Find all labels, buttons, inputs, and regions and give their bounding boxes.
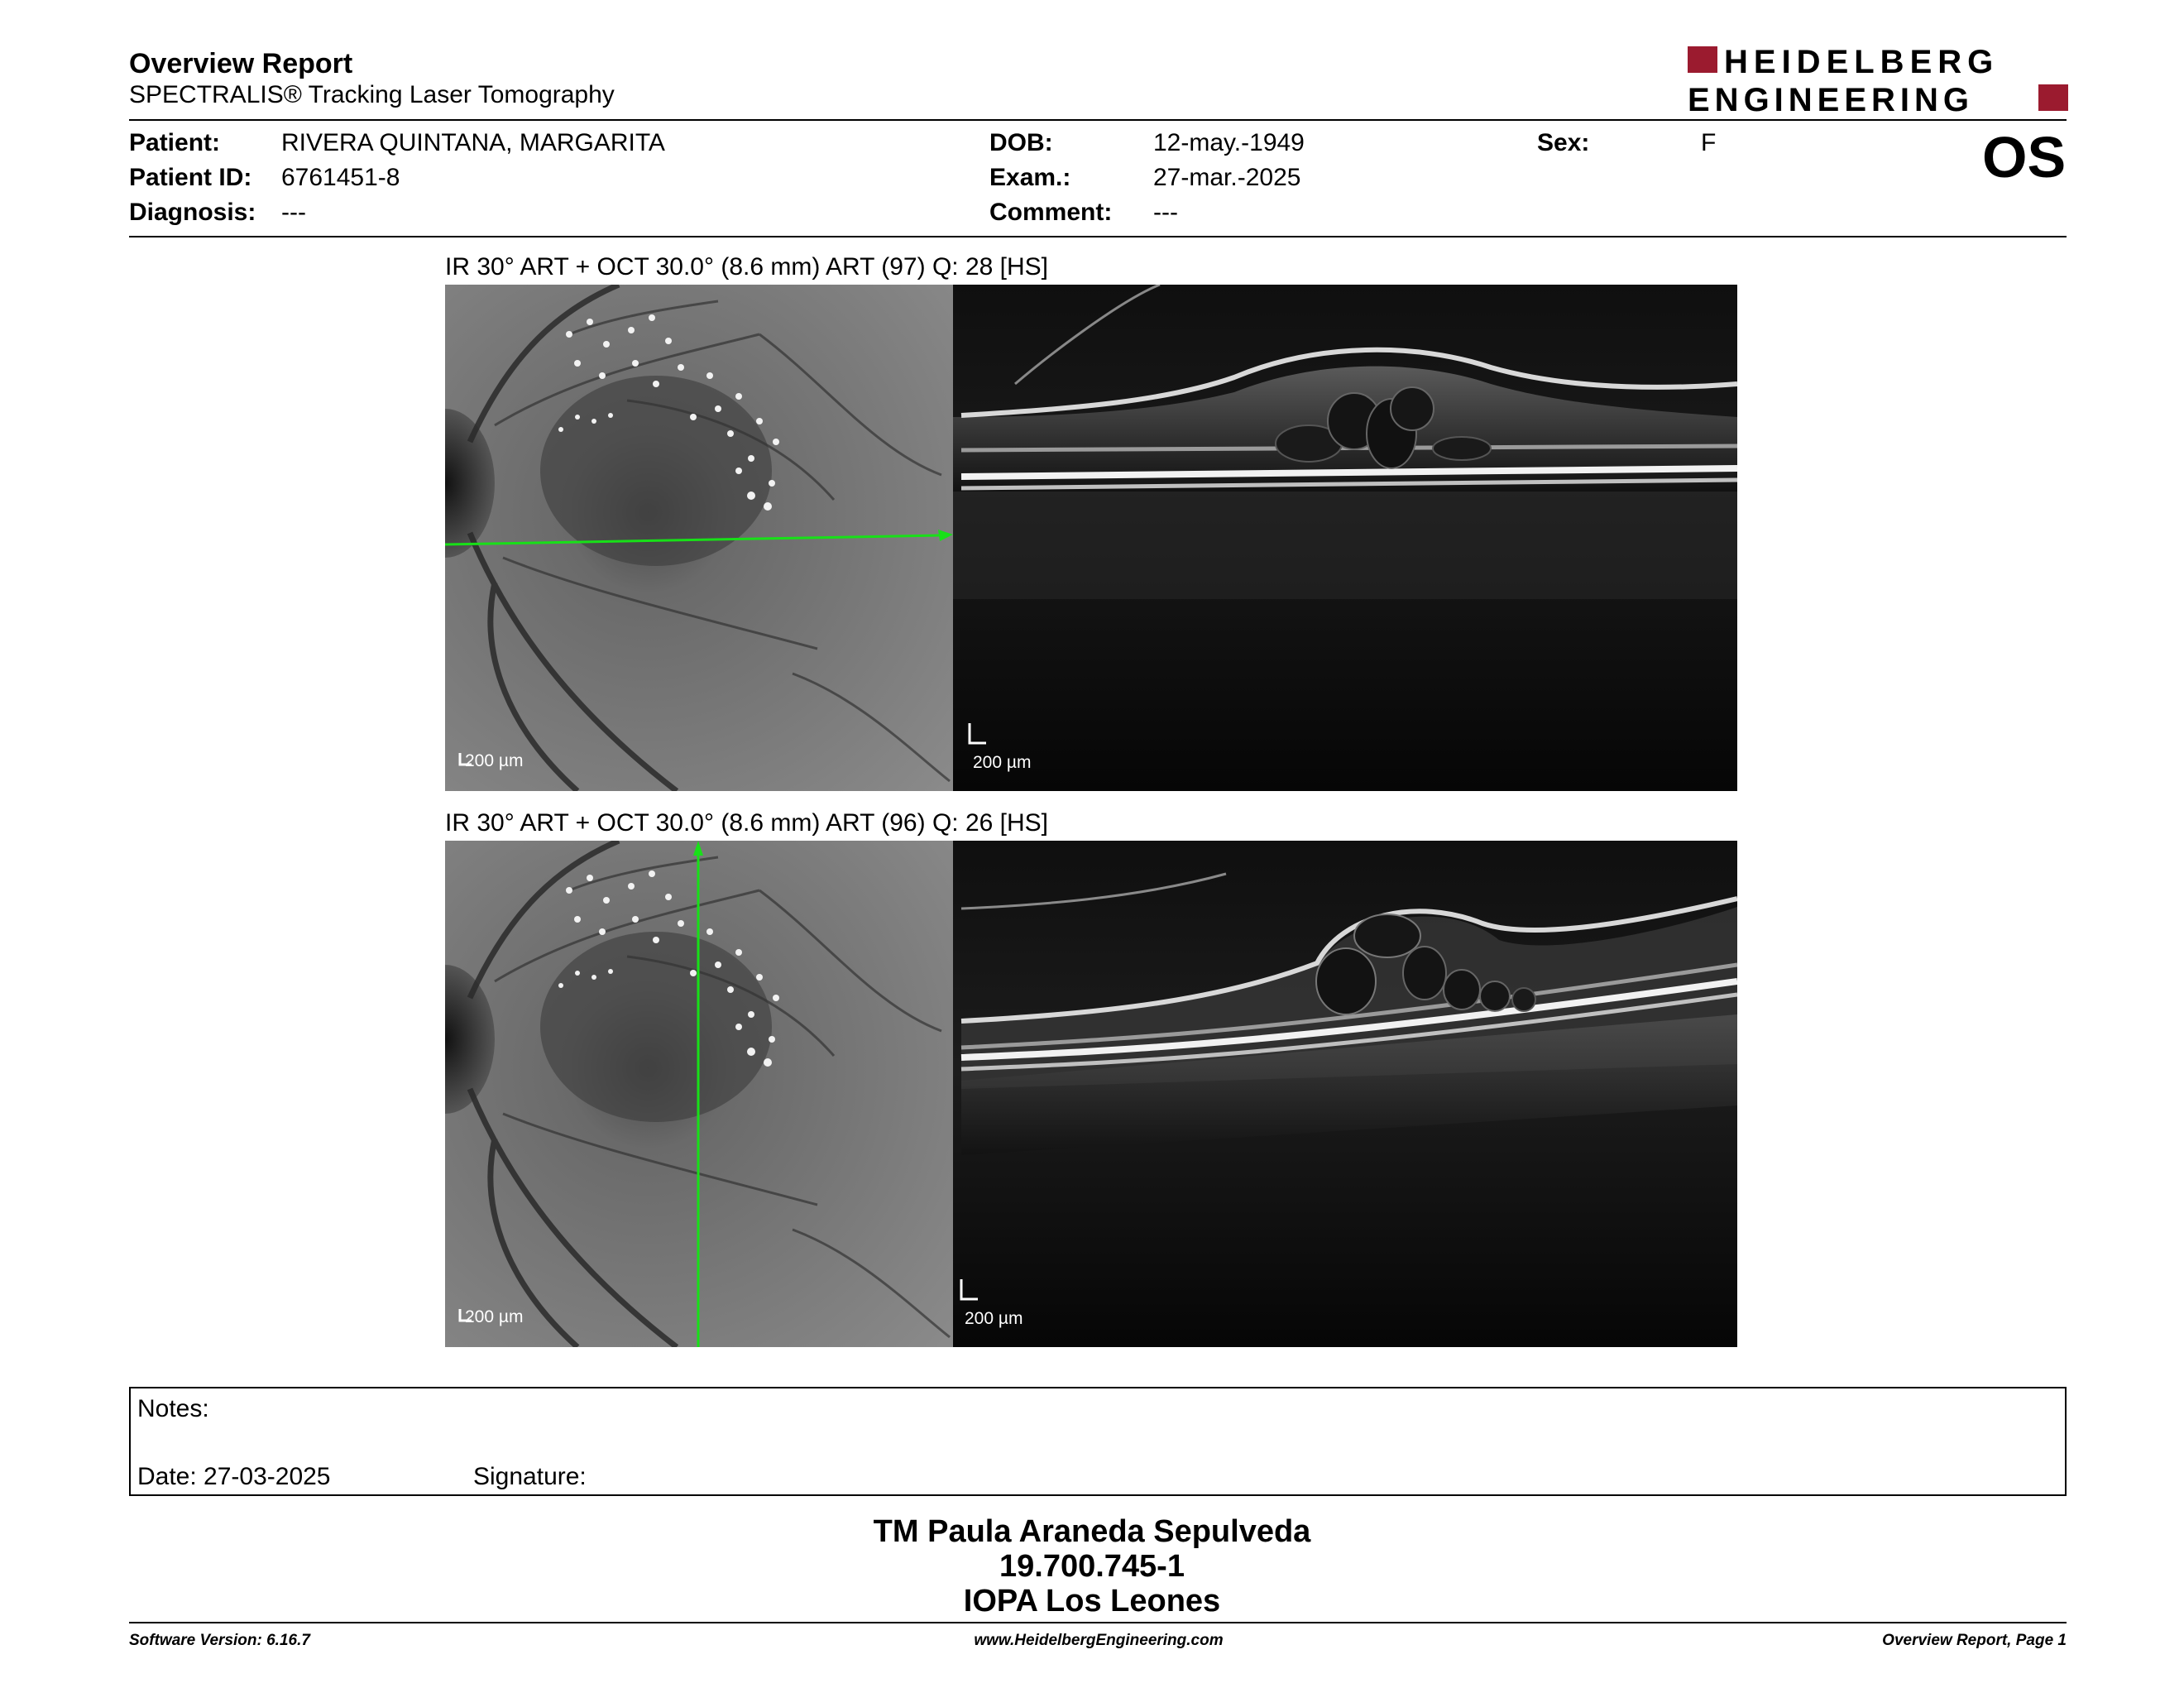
comment-value: --- [1153,199,1178,226]
software-version: Software Version: 6.16.7 [129,1632,310,1649]
signer-id: 19.700.745-1 [999,1549,1185,1584]
exam-value: 27-mar.-2025 [1153,164,1301,191]
dob-label: DOB: [989,129,1053,156]
scan-1-oct-image [953,285,1737,791]
heidelberg-logo [1688,45,2068,116]
company-website: www.HeidelbergEngineering.com [974,1632,1224,1649]
patient-label: Patient: [129,129,221,156]
page-number: Overview Report, Page 1 [1882,1632,2067,1649]
signer-institution: IOPA Los Leones [963,1584,1221,1618]
scan-2-fundus-scale: 200 µm [465,1307,524,1326]
logo-line2: ENGINEERING [1688,82,1975,116]
diagnosis-value: --- [281,199,306,226]
sex-value: F [1701,129,1717,156]
footer-divider [129,1622,2067,1623]
eye-indicator: OS [1982,125,2067,189]
patient-id-value: 6761451-8 [281,164,400,191]
patient-divider [129,236,2067,237]
report-subtitle: SPECTRALIS® Tracking Laser Tomography [129,81,615,108]
header-divider [129,119,2067,121]
diagnosis-label: Diagnosis: [129,199,256,226]
scan-1-fundus-image [445,285,953,791]
scan-2-oct-scale: 200 µm [965,1309,1023,1328]
patient-name: RIVERA QUINTANA, MARGARITA [281,129,665,156]
report-title: Overview Report [129,48,353,79]
logo-line1: HEIDELBERG [1724,45,2000,80]
notes-signature-label: Signature: [473,1463,587,1490]
scan-1-fundus-scale: 200 µm [465,751,524,770]
scan-1-caption: IR 30° ART + OCT 30.0° (8.6 mm) ART (97) Q: 28 [HS] [445,253,1048,281]
scan-1-oct-scale: 200 µm [973,753,1032,772]
scan-2-caption: IR 30° ART + OCT 30.0° (8.6 mm) ART (96) Q: 26 [HS] [445,809,1048,837]
notes-box [129,1387,2067,1496]
signer-name: TM Paula Araneda Sepulveda [873,1514,1311,1549]
notes-label: Notes: [137,1395,209,1422]
scan-2-fundus-image [445,841,953,1347]
scan-2-oct-image [953,841,1737,1347]
comment-label: Comment: [989,199,1113,226]
dob-value: 12-may.-1949 [1153,129,1305,156]
notes-date: Date: 27-03-2025 [137,1463,331,1490]
sex-label: Sex: [1537,129,1590,156]
exam-label: Exam.: [989,164,1071,191]
patient-id-label: Patient ID: [129,164,252,191]
